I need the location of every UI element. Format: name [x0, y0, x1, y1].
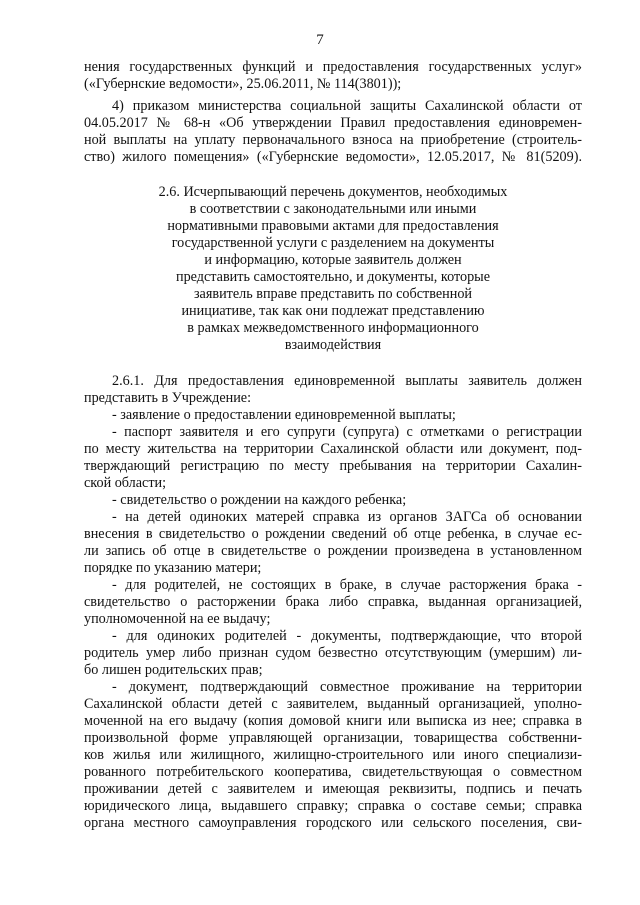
text-line: уполномоченной на ее выдачу; — [84, 611, 271, 627]
text-line: проживании детей с заявителем и имеющая реквизиты, подпись и печать — [84, 781, 582, 797]
text-line: представить в Учреждение: — [84, 390, 252, 406]
text-line: - паспорт заявителя и его супруги (супруга) с отметками о регистрации — [112, 424, 582, 440]
text-line: - для одиноких родителей - документы, подтверждающие, что второй — [112, 628, 582, 644]
section-heading-line: инициативе, так как они подлежат представлению — [181, 303, 485, 319]
text-line: органа местного самоуправления городского или сельского поселения, сви- — [84, 815, 582, 831]
text-line: - свидетельство о рождении на каждого ребенка; — [112, 492, 407, 508]
text-line: свидетельство о расторжении брака либо справка, выданная организацией, — [84, 594, 582, 610]
section-heading-line: взаимодействия — [284, 337, 382, 353]
section-heading-line: и информацию, которые заявитель должен — [204, 252, 462, 268]
section-heading-line: представить самостоятельно, и документы, которые — [175, 269, 491, 285]
page-number: 7 — [316, 32, 324, 48]
text-line: - для родителей, не состоящих в браке, в случае расторжения брака - — [112, 577, 582, 593]
text-line: - на детей одиноких матерей справка из органов ЗАГСа об основании — [112, 509, 582, 525]
section-heading-line: в соответствии с законодательными или иными — [189, 201, 477, 217]
text-line: ство) жилого помещения» («Губернские ведомости», 12.05.2017, № 81(5209). — [84, 149, 582, 165]
text-line: - документ, подтверждающий совместное проживание на территории — [112, 679, 582, 695]
text-line: тверждающий регистрацию по месту пребывания на территории Сахалин- — [84, 458, 582, 474]
text-line: ной выплаты на уплату первоначального взноса на приобретение (строитель- — [84, 132, 582, 148]
section-heading-line: нормативными правовыми актами для предоставления — [167, 218, 499, 234]
text-line: 2.6.1. Для предоставления единовременной выплаты заявитель должен — [112, 373, 582, 389]
text-line: по месту жительства на территории Сахалинской области или документ, под- — [84, 441, 582, 457]
text-line: ской области; — [84, 475, 167, 491]
text-line: нения государственных функций и предоставления государственных услуг» — [84, 59, 582, 75]
text-line: произвольной форме управляющей организации, товарищества собственни- — [84, 730, 582, 746]
text-line: юридического лица, выдавшего справку; справка о составе семьи; справка — [84, 798, 582, 814]
text-line: ков жилья или жилищного, жилищно-строительного или иного специализи- — [84, 747, 582, 763]
text-line: 4) приказом министерства социальной защиты Сахалинской области от — [112, 98, 582, 114]
text-line: бо лишен родительских прав; — [84, 662, 263, 678]
text-line: - заявление о предоставлении единовременной выплаты; — [112, 407, 456, 423]
text-line: рованного потребительского кооператива, свидетельствующая о совместном — [84, 764, 582, 780]
section-heading-line: 2.6. Исчерпывающий перечень документов, необходимых — [158, 184, 508, 200]
text-line: 04.05.2017 № 68-н «Об утверждении Правил предоставления единовремен- — [84, 115, 582, 131]
text-line: ли запись об отце в свидетельстве о рождении произведена в установленном — [84, 543, 582, 559]
text-line: родитель умер либо признан судом безвестно отсутствующим (умершим) ли- — [84, 645, 582, 661]
section-heading-line: в рамках межведомственного информационного — [187, 320, 479, 336]
text-line: порядке по указанию матери; — [84, 560, 262, 576]
section-heading-line: государственной услуги с разделением на документы — [171, 235, 495, 251]
text-line: Сахалинской области детей с заявителем, выданный организацией, уполно- — [84, 696, 582, 712]
text-line: внесения в свидетельство о рождении сведений об отце ребенка, в случае ес- — [84, 526, 582, 542]
text-line: («Губернские ведомости», 25.06.2011, № 114(3801)); — [84, 76, 402, 92]
text-line: моченной на его выдачу (копия домовой книги или выписка из нее; справка в — [84, 713, 582, 729]
section-heading-line: заявитель вправе представить по собственной — [193, 286, 473, 302]
